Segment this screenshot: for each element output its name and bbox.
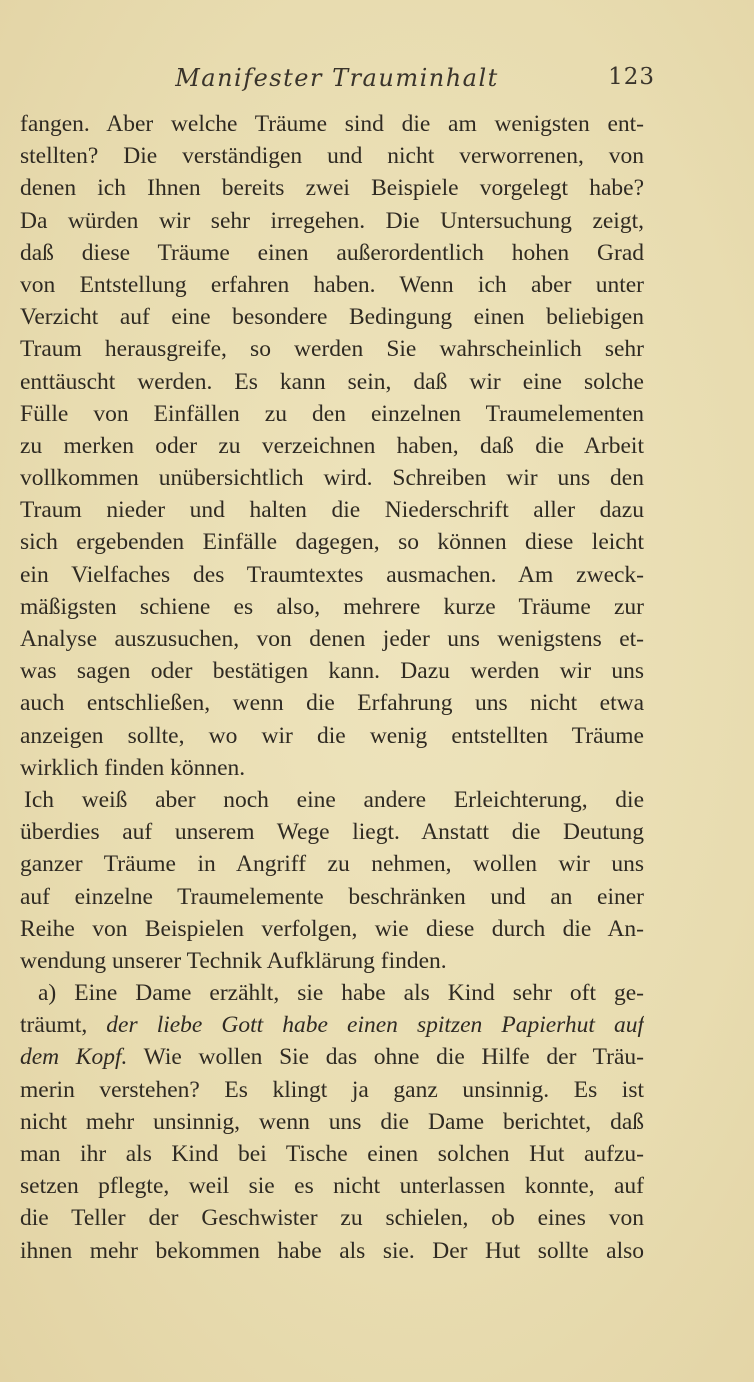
text-line-example-a: a) Eine Dame erzählt, sie habe als Kind sehr oft ge- [38,980,644,1007]
text-line: wirklich finden können. [20,754,246,781]
text-line: ganzer Träume in Angriff zu nehmen, wollen wir uns [20,851,644,878]
text-line: anzeigen sollte, wo wir die wenig entstellten Träume [20,722,644,749]
text-line-example-a-dream [20,1009,644,1041]
text-line: ein Vielfaches des Traumtextes ausmachen. Am zweck- [20,561,644,588]
text-line: Verzicht auf eine besondere Bedingung einen beliebigen [20,304,644,331]
dream-quote-italic: der liebe Gott habe einen spitzen Papierhut auf [106,1012,644,1039]
text-line: die Teller der Geschwister zu schielen, ob eines von [20,1205,644,1232]
text-line: daß diese Träume einen außerordentlich hohen Grad [20,239,644,266]
text-line: enttäuscht werden. Es kann sein, daß wir eine solche [20,368,644,395]
text-line: was sagen oder bestätigen kann. Dazu werden wir uns [20,658,644,685]
body-text [20,108,644,1267]
text-line: ihnen mehr bekommen habe als sie. Der Hut sollte also [20,1237,644,1264]
text-line: Reihe von Beispielen verfolgen, wie diese durch die An- [20,915,644,942]
text-line: Ich weiß aber noch eine andere Erleichterung, die [24,786,644,813]
text-line: zu merken oder zu verzeichnen haben, daß die Arbeit [20,432,644,459]
text-line: auch entschließen, wenn die Erfahrung uns nicht etwa [20,690,644,717]
text-line: überdies auf unserem Wege liegt. Anstatt die Deutung [20,819,644,846]
text-line: wendung unserer Technik Aufklärung finden. [20,947,447,974]
page-number: 123 [608,64,655,90]
text-line: Traum herausgreife, so werden Sie wahrscheinlich sehr [20,336,644,363]
text-line: Analyse auszusuchen, von denen jeder uns wenigstens et- [20,626,644,652]
text-line: fangen. Aber welche Träume sind die am wenigsten ent- [20,111,644,137]
text-line: vollkommen unübersichtlich wird. Schreiben wir uns den [20,465,644,492]
running-head [20,62,655,98]
text-line: merin verstehen? Es klingt ja ganz unsinnig. Es ist [20,1076,644,1103]
text-line: mäßigsten schiene es also, mehrere kurze Träume zur [20,593,644,620]
text-line: von Entstellung erfahren haben. Wenn ich aber unter [20,271,644,298]
dream-quote-italic: dem Kopf. [20,1044,128,1071]
text-line: denen ich Ihnen bereits zwei Beispiele vorgelegt habe? [20,175,644,202]
text-line: Fülle von Einfällen zu den einzelnen Traumelementen [20,400,644,427]
text-line: nicht mehr unsinnig, wenn uns die Dame berichtet, daß [20,1108,644,1135]
text-line: auf einzelne Traumelemente beschränken und an einer [20,883,644,910]
text-fragment: Wie wollen Sie das ohne die Hilfe der Träu- [127,1044,644,1071]
running-title: Manifester Trauminhalt [175,64,499,92]
text-line: man ihr als Kind bei Tische einen solchen Hut aufzu- [20,1141,644,1167]
text-line-example-a-dream-end [20,1041,644,1073]
text-line: sich ergebenden Einfälle dagegen, so können diese leicht [20,529,644,556]
text-line: Traum nieder und halten die Niederschrift aller dazu [20,497,644,524]
text-line: stellten? Die verständigen und nicht verworrenen, von [20,143,644,170]
text-line: Da würden wir sehr irregehen. Die Untersuchung zeigt, [20,207,644,234]
text-line: setzen pflegte, weil sie es nicht unterlassen konnte, auf [20,1173,644,1200]
text-fragment: träumt, [20,1012,107,1039]
